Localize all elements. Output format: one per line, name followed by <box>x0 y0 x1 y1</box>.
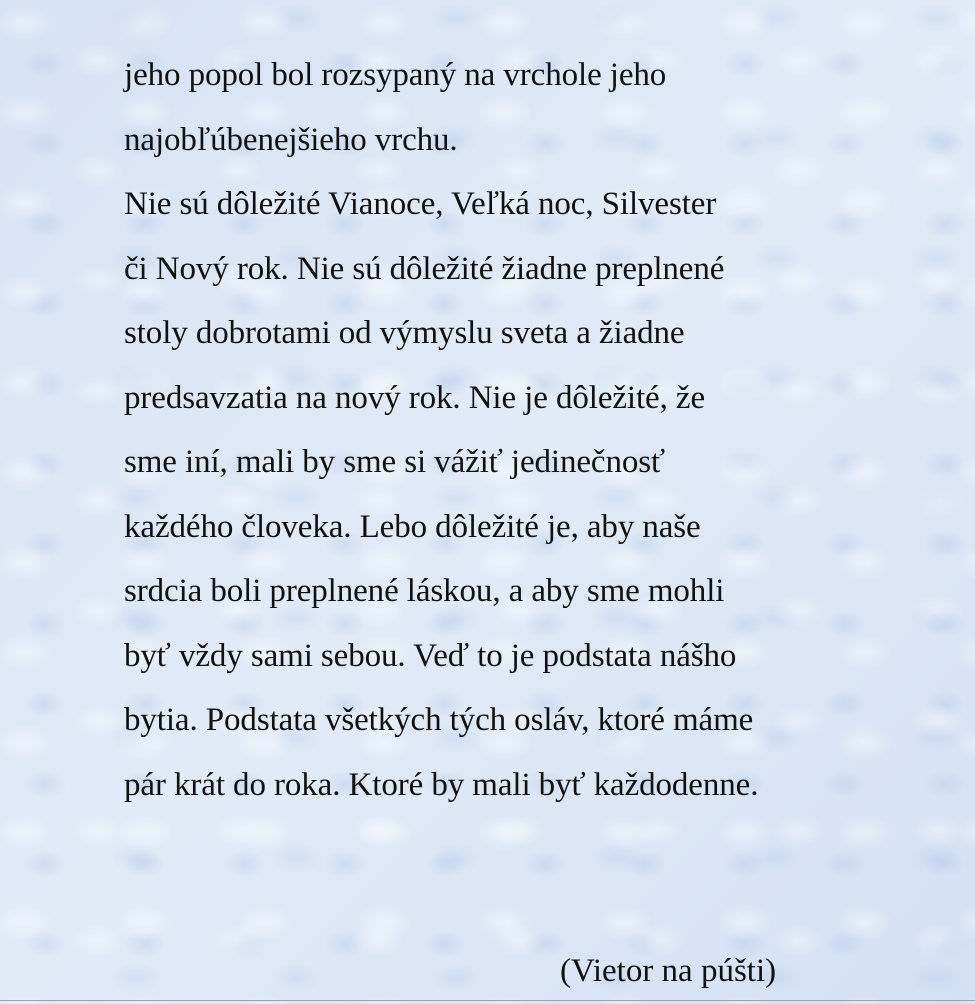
text-line: bytia. Podstata všetkých tých osláv, ktoré máme <box>124 702 754 738</box>
text-line: byť vždy sami sebou. Veď to je podstata nášho <box>124 637 737 674</box>
text-line: najobľúbenejšieho vrchu. <box>124 121 458 158</box>
bottom-divider <box>0 1000 975 1001</box>
text-line: sme iní, mali by sme si vážiť jedinečnosť <box>124 444 665 480</box>
text-line: predsavzatia na nový rok. Nie je dôležité, že <box>124 379 705 416</box>
text-line: Nie sú dôležité Vianoce, Veľká noc, Silvester <box>124 186 717 222</box>
text-line: každého človeka. Lebo dôležité je, aby naše <box>124 508 701 545</box>
text-line: jeho popol bol rozsypaný na vrchole jeho <box>124 57 667 93</box>
text-line: pár krát do roka. Ktoré by mali byť každodenne. <box>124 766 759 803</box>
text-line: či Nový rok. Nie sú dôležité žiadne preplnené <box>124 250 725 287</box>
text-line: srdcia boli preplnené láskou, a aby sme mohli <box>124 573 725 609</box>
text-line: stoly dobrotami od výmyslu sveta a žiadne <box>124 315 685 351</box>
poem-text <box>124 52 864 826</box>
signature: (Vietor na púšti) <box>560 953 777 989</box>
